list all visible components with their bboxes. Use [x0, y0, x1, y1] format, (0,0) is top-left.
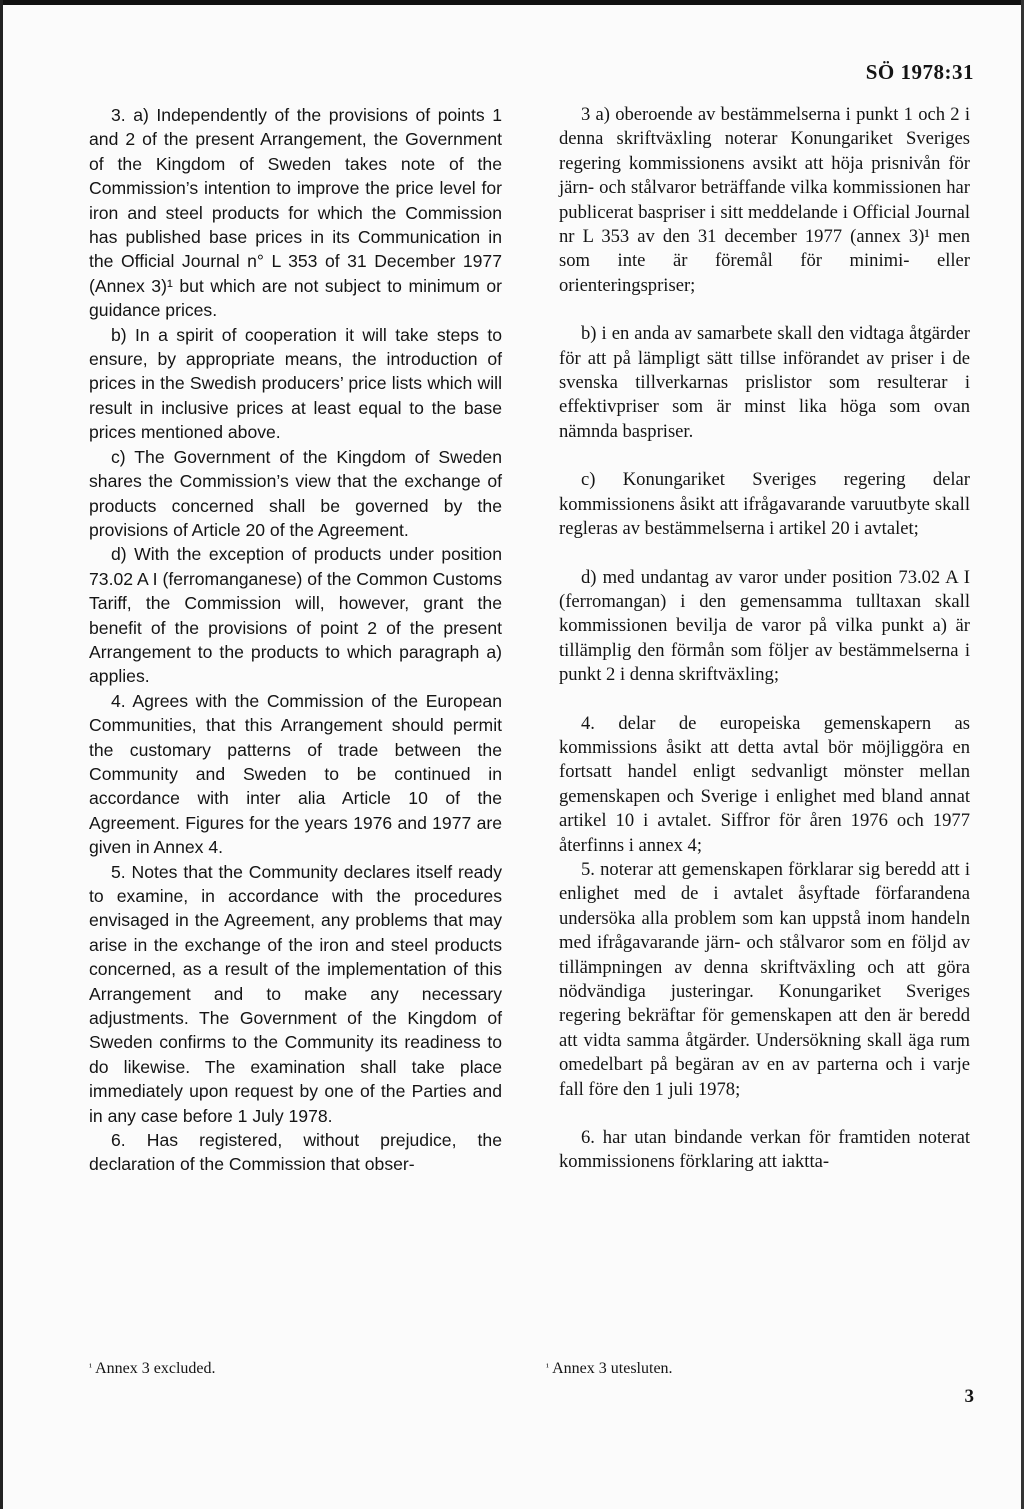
- footnote-text: Annex 3 excluded.: [95, 1360, 216, 1377]
- swedish-paragraph-3a: 3 a) oberoende av bestämmelserna i punkt 1 och 2 i denna skriftväxling noterar Konungariket Sveriges regering kommissionens avsikt att höja prisnivån för järn- och stålvaror beträffande vilka kommissionen har publicerat baspriser i sitt meddelande i Official Journal nr L 353 av den 31 december 1977 (annex 3)¹ men som inte är föremål för minimi- eller orienteringspriser;: [559, 104, 970, 296]
- english-paragraph-4: 4. Agrees with the Commission of the European Communities, that this Arrangement should permit the customary patterns of trade between the Community and Sweden to be continued in accordance with inter alia Article 10 of the Agreement. Figures for the years 1976 and 1977 are given in Annex 4.: [89, 690, 502, 858]
- swedish-paragraph-3c: c) Konungariket Sveriges regering delar kommissionens åsikt att ifrågavarande varuutbyte skall regleras av bestämmelserna i artikel 20 i avtalet;: [559, 469, 970, 540]
- english-paragraph-5: 5. Notes that the Community declares itself ready to examine, in accordance with the procedures envisaged in the Agreement, any problems that may arise in the exchange of the iron and steel products concerned, as a result of the implementation of this Arrangement and to make any necessary adjustments. The Government of the Kingdom of Sweden confirms to the Community its readiness to do likewise. The examination shall take place immediately upon request by one of the Parties and in any case before 1 July 1978.: [89, 861, 502, 1126]
- swedish-column: [559, 103, 970, 1175]
- footnote-mark: ¹: [89, 1362, 92, 1373]
- scan-edge-left: [0, 0, 3, 1509]
- english-paragraph-6: 6. Has registered, without prejudice, the declaration of the Commission that obser-: [89, 1130, 502, 1175]
- english-footnote: [89, 1360, 216, 1378]
- footnote-text: Annex 3 utesluten.: [552, 1360, 673, 1377]
- scan-edge-top: [0, 0, 1024, 5]
- english-paragraph-3c: c) The Government of the Kingdom of Sweden shares the Commission’s view that the exchange of products concerned shall be governed by the provisions of Article 20 of the Agreement.: [89, 446, 502, 540]
- english-paragraph-3a: 3. a) Independently of the provisions of points 1 and 2 of the present Arrangement, the Government of the Kingdom of Sweden takes note of the Commission’s intention to improve the price level for iron and steel products for which the Commission has published base prices in its Communication in the Official Journal n° L 353 of 31 December 1977 (Annex 3)¹ but which are not subject to minimum or guidance prices.: [89, 105, 502, 321]
- swedish-footnote: [546, 1360, 673, 1378]
- english-column: [89, 103, 502, 1177]
- swedish-paragraph-5: 5. noterar att gemenskapen förklarar sig beredd att i enlighet med de i avtalet åsyftade förfarandena undersöka alla problem som kan uppstå inom handeln med ifrågavarande järn- och stålvaror som en följd av tillämpningen av denna skriftväxling och att göra nödvändiga justeringar. Konungariket Sveriges regering bekräftar för gemenskapen att den är beredd att vidta samma åtgärder. Undersökning skall äga rum omedelbart på begäran av en av parterna och i varje fall före den 1 juli 1978;: [559, 858, 970, 1100]
- document-reference: SÖ 1978:31: [865, 60, 974, 84]
- english-paragraph-3b: b) In a spirit of cooperation it will take steps to ensure, by appropriate means, the introduction of prices in the Swedish producers’ price lists which will result in inclusive prices at least equal to the base prices mentioned above.: [89, 324, 502, 443]
- footnote-mark: ¹: [546, 1362, 549, 1373]
- swedish-paragraph-3b: b) i en anda av samarbete skall den vidtaga åtgärder för att på lämpligt sätt tillse införandet av priser i de svenska tillverkarnas prislistor som resulterar i effektivpriser som är minst lika höga som ovan nämnda baspriser.: [559, 323, 970, 442]
- page-number: 3: [964, 1386, 974, 1407]
- english-paragraph-3d: d) With the exception of products under position 73.02 A I (ferromanganese) of the Common Customs Tariff, the Commission will, however, grant the benefit of the provisions of point 2 of the present Arrangement to the products to which paragraph a) applies.: [89, 544, 502, 687]
- swedish-paragraph-4: 4. delar de europeiska gemenskapern as kommissions åsikt att detta avtal bör möjliggöra en fortsatt handel enligt sedvanligt mönster mellan gemenskapen och Sverige i enlighet med bland annat artikel 10 i avtalet. Siffror för åren 1976 och 1977 återfinns i annex 4;: [559, 712, 970, 856]
- swedish-paragraph-3d: d) med undantag av varor under position 73.02 A I (ferromangan) i den gemensamma tulltaxan skall kommissionen bevilja de varor på vilka punkt a) är tillämplig den förmån som följer av bestämmelserna i punkt 2 i denna skriftväxling;: [559, 566, 970, 686]
- swedish-paragraph-6: 6. har utan bindande verkan för framtiden noterat kommissionens förklaring att iaktta-: [559, 1127, 970, 1173]
